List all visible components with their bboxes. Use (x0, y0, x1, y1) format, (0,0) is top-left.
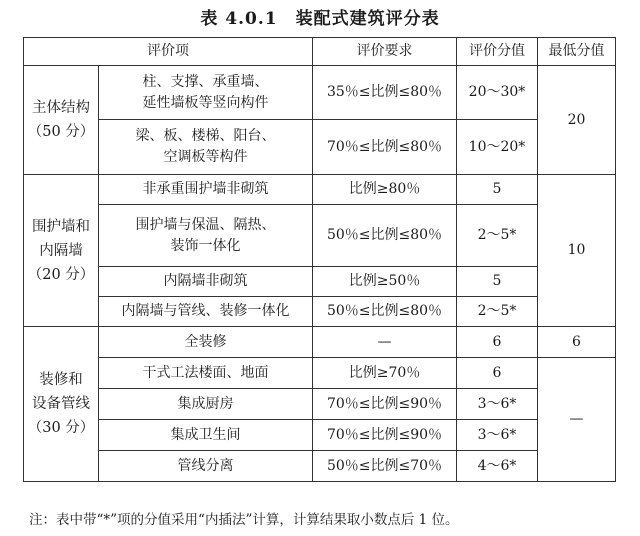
category-decoration-pipelines (24, 327, 99, 482)
item-line: 装饰一体化 (170, 237, 241, 254)
item-cell: 内隔墙与管线、装修一体化 (99, 297, 313, 327)
table-row (24, 297, 616, 327)
item-line: 空调板等构件 (163, 149, 248, 165)
item-cell (99, 120, 313, 175)
category-points: （30 分） (27, 420, 95, 436)
requirement-cell: 比例≥50％ (313, 267, 457, 297)
item-line: 围护墙与保温、隔热、 (135, 216, 276, 233)
score-cell: 3～6* (457, 420, 538, 451)
item-cell: 内隔墙非砌筑 (99, 267, 313, 297)
table-row (24, 66, 616, 120)
item-line: 梁、板、楼梯、阳台、 (135, 128, 276, 144)
score-cell: 5 (457, 267, 538, 297)
table-row (24, 358, 616, 389)
item-cell: 干式工法楼面、地面 (99, 358, 313, 389)
score-cell: 2～5* (457, 297, 538, 327)
min-score-cell: 6 (538, 327, 616, 358)
table-footnote: 注：表中带“*”项的分值采用“内插法”计算，计算结果取小数点后 1 位。 (29, 512, 459, 528)
category-points: （50 分） (27, 124, 95, 140)
category-name-line: 装修和 (39, 372, 83, 388)
header-evaluation-requirement: 评价要求 (313, 38, 457, 66)
item-cell (99, 66, 313, 120)
item-cell: 全装修 (99, 327, 313, 358)
item-cell: 集成厨房 (99, 389, 313, 420)
category-envelope-partition (24, 175, 99, 327)
score-cell: 5 (457, 175, 538, 205)
table-row (24, 175, 616, 205)
item-cell: 管线分离 (99, 451, 313, 482)
category-points: （20 分） (27, 266, 95, 283)
category-name: 主体结构 (32, 100, 90, 116)
score-cell: 2～5* (457, 205, 538, 267)
header-evaluation-item: 评价项 (24, 38, 313, 66)
min-score-cell: — (538, 358, 616, 482)
score-cell: 10～20* (457, 120, 538, 175)
header-row (24, 38, 616, 66)
requirement-cell: 50％≤比例≤80％ (313, 297, 457, 327)
score-cell: 20～30* (457, 66, 538, 120)
table-row (24, 420, 616, 451)
table-row (24, 389, 616, 420)
table-row (24, 120, 616, 175)
score-cell: 6 (457, 358, 538, 389)
table-title: 表 4.0.1 装配式建筑评分表 (200, 9, 440, 29)
category-name-line: 设备管线 (32, 396, 90, 412)
table-row (24, 451, 616, 482)
requirement-cell: 50％≤比例≤80％ (313, 205, 457, 267)
score-cell: 3～6* (457, 389, 538, 420)
requirement-cell: 比例≥70％ (313, 358, 457, 389)
score-cell: 6 (457, 327, 538, 358)
min-score-cell: 10 (538, 175, 616, 327)
item-line: 柱、支撑、承重墙、 (142, 73, 269, 90)
table-row (24, 205, 616, 267)
category-name-line: 围护墙和 (32, 218, 90, 235)
assembly-building-score-table (23, 37, 616, 482)
category-name-line: 内隔墙 (39, 242, 83, 259)
requirement-cell: 70％≤比例≤90％ (313, 420, 457, 451)
item-cell (99, 205, 313, 267)
table-row (24, 267, 616, 297)
requirement-cell: 比例≥80％ (313, 175, 457, 205)
header-evaluation-score: 评价分值 (457, 38, 538, 66)
requirement-cell: — (313, 327, 457, 358)
header-minimum-score: 最低分值 (538, 38, 616, 66)
requirement-cell: 70％≤比例≤90％ (313, 389, 457, 420)
item-line: 延性墙板等竖向构件 (142, 94, 269, 111)
score-cell: 4～6* (457, 451, 538, 482)
min-score-cell: 20 (538, 66, 616, 175)
item-cell: 非承重围护墙非砌筑 (99, 175, 313, 205)
category-main-structure (24, 66, 99, 175)
requirement-cell: 35％≤比例≤80％ (313, 66, 457, 120)
requirement-cell: 70％≤比例≤80％ (313, 120, 457, 175)
item-cell: 集成卫生间 (99, 420, 313, 451)
table-row (24, 327, 616, 358)
requirement-cell: 50％≤比例≤70％ (313, 451, 457, 482)
